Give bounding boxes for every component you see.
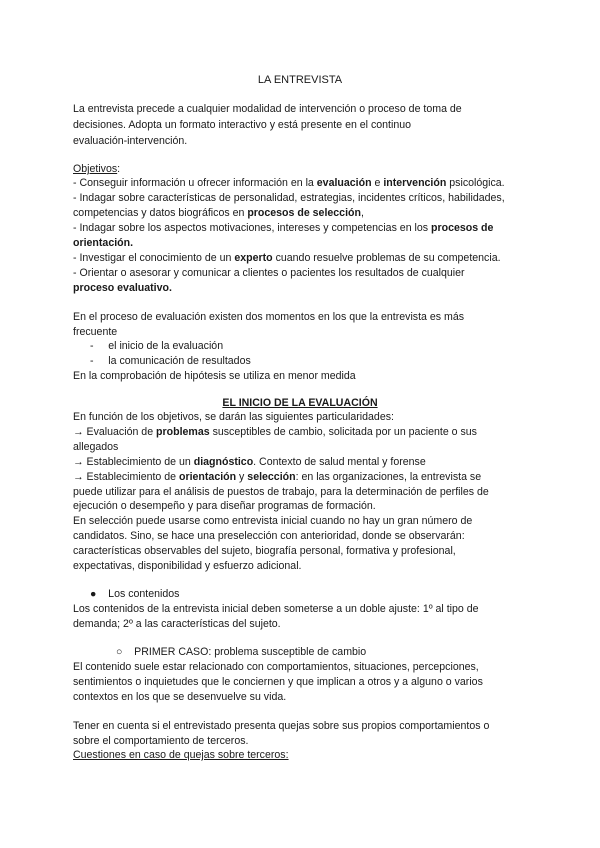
- objetivo-3-line-2: orientación.: [73, 237, 134, 249]
- quejas-line-2: sobre el comportamiento de terceros.: [73, 735, 249, 747]
- particularidad-3-line-2: puede utilizar para el análisis de puestos de trabajo, para la determinación de perfiles de: [73, 486, 489, 498]
- particularidad-3-line-3: ejecución o desempeño y para diseñar programas de formación.: [73, 500, 376, 512]
- caso-line-3: contextos en los que se desenvuelve su vida.: [73, 691, 287, 703]
- caso-line-2: sentimientos o inquietudes que le conciernen y que implican a otros y a alguno o varios: [73, 676, 483, 688]
- objetivo-5-line-1: - Orientar o asesorar y comunicar a clientes o pacientes los resultados de cualquier: [73, 267, 465, 279]
- primer-caso: ○ PRIMER CASO: problema susceptible de cambio: [116, 646, 367, 658]
- intro-line-2: decisiones. Adopta un formato interactivo y está presente en el continuo: [73, 119, 412, 131]
- inicio-heading: EL INICIO DE LA EVALUACIÓN: [222, 397, 378, 409]
- momentos-line-3: En la comprobación de hipótesis se utiliza en menor medida: [73, 370, 356, 382]
- objetivo-2-line-2: competencias y datos biográficos en procesos de selección,: [73, 207, 364, 219]
- objetivos-heading: Objetivos:: [73, 163, 121, 175]
- seleccion-line-4: expectativas, disponibilidad y esfuerzo adicional.: [73, 560, 302, 572]
- intro-line-3: evaluación-intervención.: [73, 135, 188, 147]
- intro-line-1: La entrevista precede a cualquier modalidad de intervención o proceso de toma de: [73, 103, 462, 115]
- objetivo-3-line-1: - Indagar sobre los aspectos motivaciones, intereses y competencias en los procesos de: [73, 222, 494, 234]
- objetivo-1: - Conseguir información u ofrecer información en la evaluación e intervención psicológica.: [73, 177, 505, 189]
- particularidad-2: → Establecimiento de un diagnóstico. Contexto de salud mental y forense: [73, 456, 426, 468]
- seleccion-line-1: En selección puede usarse como entrevista inicial cuando no hay un gran número de: [73, 515, 473, 527]
- particularidad-3: → Establecimiento de orientación y selección: en las organizaciones, la entrevista se: [73, 471, 482, 483]
- caso-line-1: El contenido suele estar relacionado con comportamientos, situaciones, percepciones,: [73, 661, 479, 673]
- momentos-line-2: frecuente: [73, 326, 118, 338]
- seleccion-line-3: características observables del sujeto, biografía personal, formativa y profesional,: [73, 545, 456, 557]
- contenidos-line-2: demanda; 2º a las características del sujeto.: [73, 618, 281, 630]
- momentos-item-2: - la comunicación de resultados: [90, 355, 251, 367]
- objetivo-2-line-1: - Indagar sobre características de personalidad, estrategias, incidentes críticos, habilidades,: [73, 192, 505, 204]
- objetivo-5-line-2: proceso evaluativo.: [73, 282, 172, 294]
- momentos-line-1: En el proceso de evaluación existen dos momentos en los que la entrevista es más: [73, 311, 465, 323]
- objetivo-4: - Investigar el conocimiento de un experto cuando resuelve problemas de su competencia.: [73, 252, 501, 264]
- momentos-item-1: - el inicio de la evaluación: [90, 340, 224, 352]
- page-title: LA ENTREVISTA: [257, 74, 343, 86]
- seleccion-line-2: candidatos. Sino, se hace una preselección con anterioridad, donde se observarán:: [73, 530, 465, 542]
- contenidos-line-1: Los contenidos de la entrevista inicial deben someterse a un doble ajuste: 1º al tipo de: [73, 603, 479, 615]
- contenidos-bullet: ● Los contenidos: [90, 588, 180, 600]
- quejas-line-1: Tener en cuenta si el entrevistado presenta quejas sobre sus propios comportamientos o: [73, 720, 490, 732]
- particularidad-1-line-2: allegados: [73, 441, 119, 453]
- cuestiones-heading: Cuestiones en caso de quejas sobre terceros:: [73, 749, 289, 761]
- inicio-line-1: En función de los objetivos, se darán las siguientes particularidades:: [73, 411, 394, 423]
- particularidad-1: → Evaluación de problemas susceptibles de cambio, solicitada por un paciente o sus: [73, 426, 477, 438]
